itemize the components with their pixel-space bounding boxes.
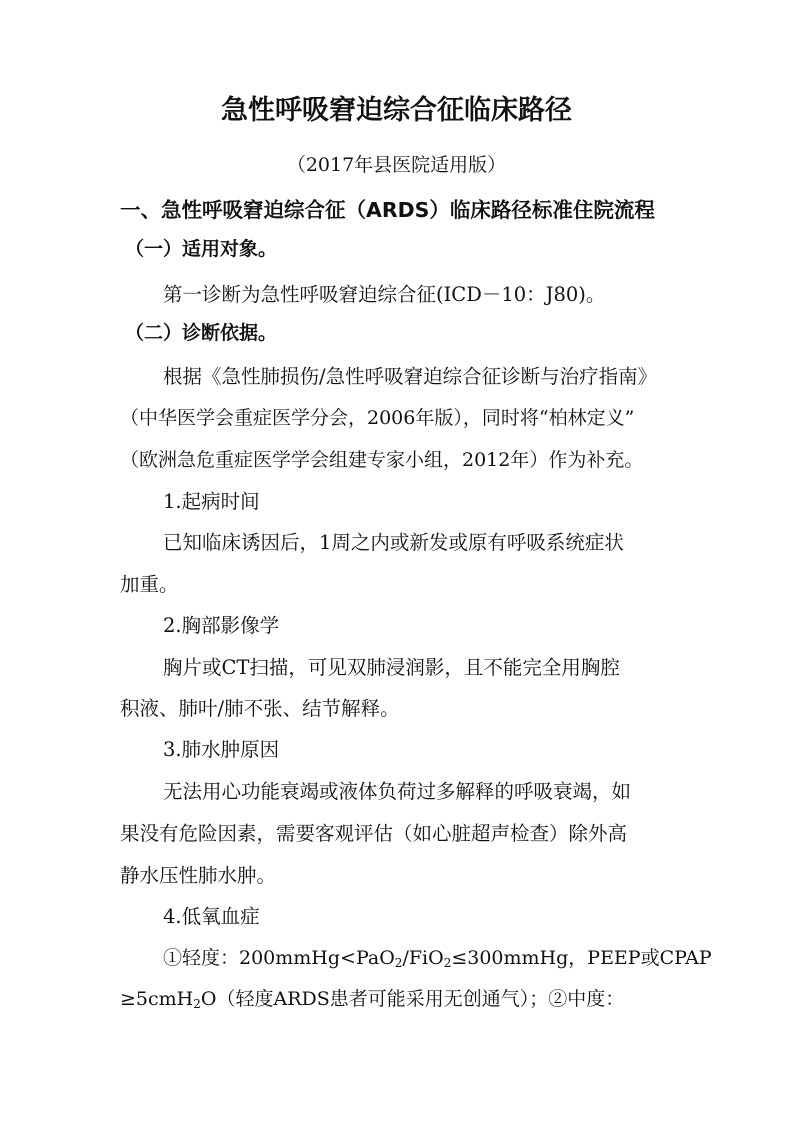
item-text-line: 静水压性肺水肿。 bbox=[120, 864, 277, 887]
document-subtitle: （2017年县医院适用版） bbox=[286, 154, 507, 176]
hypoxemia-mild-line: ①轻度：200mmHg<PaO$_2$/FiO$_2$≤300mmHg，PEEP或CPAP bbox=[163, 947, 712, 970]
subsection-heading-diagnosis: （二）诊断依据。 bbox=[125, 322, 278, 344]
section-heading-1: 一、急性呼吸窘迫综合征（ARDS）临床路径标准住院流程 bbox=[120, 198, 655, 222]
item-label-hypoxemia: 4.低氧血症 bbox=[163, 905, 260, 928]
item-label-edema: 3.肺水肿原因 bbox=[163, 738, 280, 761]
item-label-onset: 1.起病时间 bbox=[163, 490, 260, 513]
subsection-heading-applicable: （一）适用对象。 bbox=[125, 238, 278, 260]
diagnosis-paragraph-line: 根据《急性肺损伤/急性呼吸窘迫综合征诊断与治疗指南》 bbox=[163, 365, 658, 388]
item-text-line: 胸片或CT扫描，可见双肺浸润影，且不能完全用胸腔 bbox=[163, 656, 620, 679]
item-text-line: 已知临床诱因后，1周之内或新发或原有呼吸系统症状 bbox=[163, 531, 624, 554]
document-title: 急性呼吸窘迫综合征临床路径 bbox=[221, 95, 572, 126]
diagnosis-paragraph-line: （欧洲急危重症医学学会组建专家小组，2012年）作为补充。 bbox=[120, 449, 644, 471]
item-label-imaging: 2.胸部影像学 bbox=[163, 614, 280, 637]
item-text-line: 加重。 bbox=[120, 573, 179, 596]
diagnosis-paragraph-line: （中华医学会重症医学分会，2006年版），同时将“柏林定义” bbox=[120, 407, 635, 429]
item-text-line: 积液、肺叶/肺不张、结节解释。 bbox=[120, 697, 400, 720]
applicable-text: 第一诊断为急性呼吸窘迫综合征(ICD－10：J80)。 bbox=[163, 283, 606, 306]
item-text-line: 果没有危险因素，需要客观评估（如心脏超声检查）除外高 bbox=[120, 822, 628, 845]
hypoxemia-moderate-line: ≥5cmH$_2$O（轻度ARDS患者可能采用无创通气）；②中度： bbox=[120, 988, 625, 1011]
item-text-line: 无法用心功能衰竭或液体负荷过多解释的呼吸衰竭，如 bbox=[163, 780, 632, 803]
